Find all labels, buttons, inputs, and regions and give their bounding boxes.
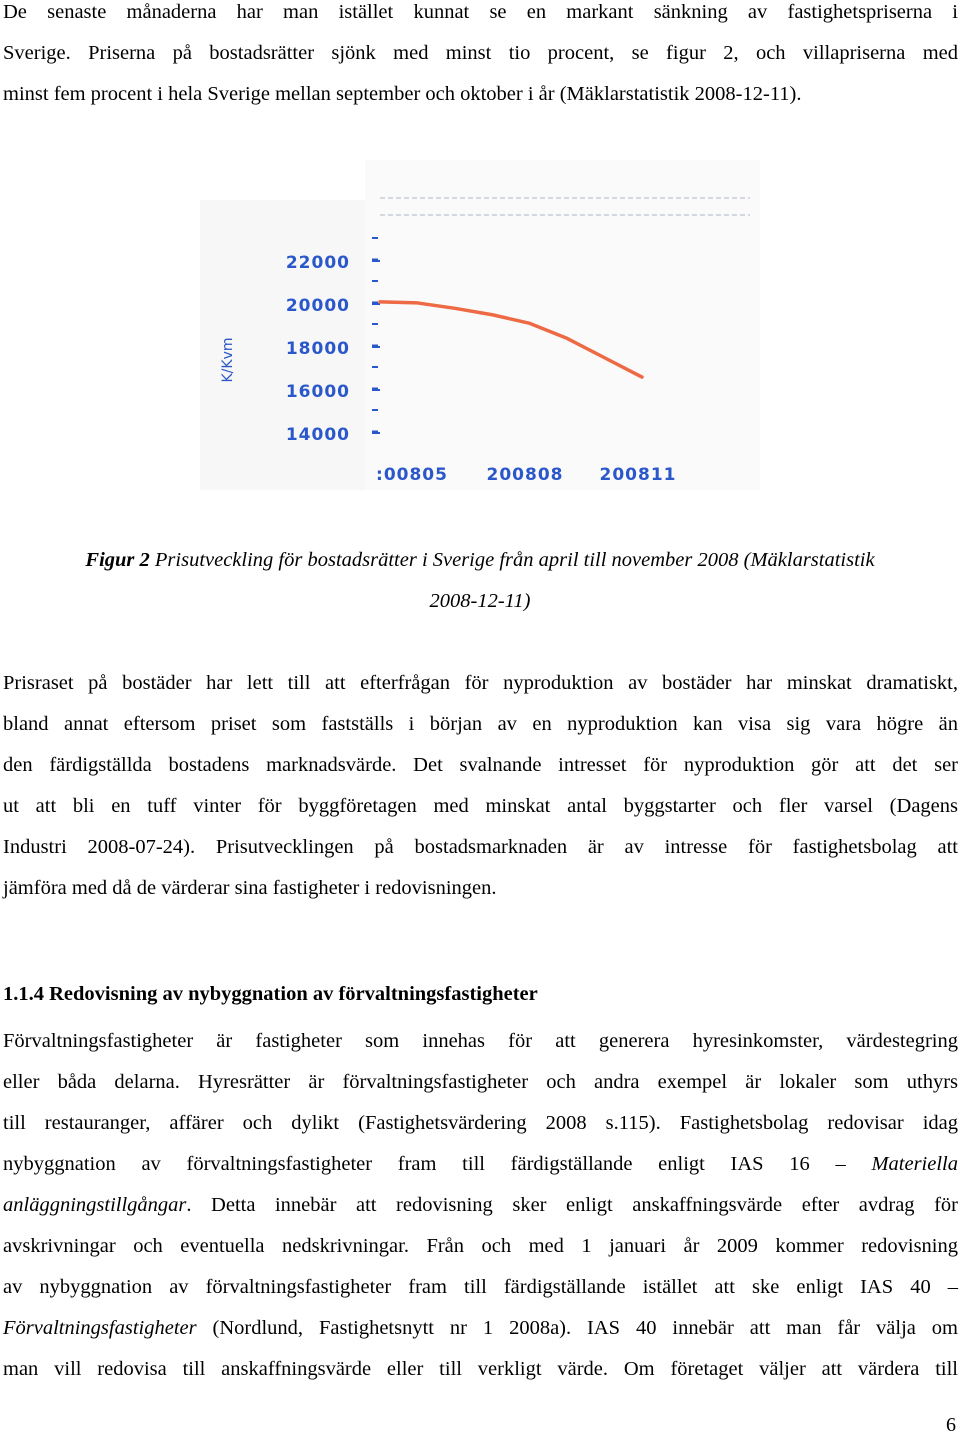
italic-term: Materiella (871, 1153, 958, 1175)
paragraph-line: Prisraset på bostäder har lett till att efterfrågan för nyproduktion av bostäder har minskat dramatiskt, (3, 672, 958, 694)
figure-caption (0, 540, 960, 581)
figure-label: Figur 2 (85, 549, 150, 571)
paragraph-line: bland annat eftersom priset som fastställs i början av en nyproduktion kan visa sig vara högre än (3, 713, 958, 735)
section-heading: 1.1.4 Redovisning av nybyggnation av förvaltningsfastigheter (3, 983, 538, 1005)
chart-x-tick-label: :00805 (376, 465, 448, 485)
paragraph-ias (3, 1021, 958, 1390)
paragraph-intro (3, 0, 958, 115)
chart-y-tick-label: 18000 (285, 339, 350, 359)
page-number: 6 (946, 1414, 956, 1436)
text-run: nybyggnation av förvaltningsfastigheter fram till färdigställande enligt IAS 16 – (3, 1153, 872, 1175)
figure-caption-text: Prisutveckling för bostadsrätter i Sverige från april till november 2008 (Mäklarstatistik (154, 549, 875, 571)
paragraph-line: De senaste månaderna har man istället kunnat se en markant sänkning av fastighetspriserna i (3, 1, 958, 23)
chart-y-tick-label: 14000 (285, 425, 350, 445)
chart-y-axis-label: K/Kvm (220, 337, 236, 383)
paragraph-line: eller båda delarna. Hyresrätter är förvaltningsfastigheter och andra exempel är lokaler som uthyrs (3, 1071, 958, 1093)
paragraph-line: av nybyggnation av förvaltningsfastigheter fram till färdigställande istället att ske enligt IAS 40 – (3, 1276, 958, 1298)
paragraph-line: man vill redovisa till anskaffningsvärde eller till verkligt värde. Om företaget väljer att värdera till (3, 1358, 958, 1380)
paragraph-line: ut att bli en tuff vinter för byggföretagen med minskat antal byggstarter och fler varsel (Dagens (3, 795, 958, 817)
italic-term: Förvaltningsfastigheter (3, 1317, 197, 1339)
figure-caption-text: 2008-12-11) (429, 590, 531, 612)
paragraph-line: avskrivningar och eventuella nedskrivningar. Från och med 1 januari år 2009 kommer redovisning (3, 1235, 958, 1257)
chart-plot-panel (365, 160, 760, 490)
paragraph-line: Förvaltningsfastigheter är fastigheter som innehas för att generera hyresinkomster, värdestegring (3, 1030, 958, 1052)
paragraph-line (3, 1185, 958, 1226)
paragraph-line: till restauranger, affärer och dylikt (Fastighetsvärdering 2008 s.115). Fastighetsbolag redovisar idag (3, 1112, 958, 1134)
italic-term: anläggningstillgångar (3, 1194, 187, 1216)
text-run: . Detta innebär att redovisning sker enligt anskaffningsvärde efter avdrag för (186, 1194, 958, 1216)
price-chart-svg (200, 160, 760, 500)
text-run: (Nordlund, Fastighetsnytt nr 1 2008a). IAS 40 innebär att man får välja om (196, 1317, 958, 1339)
paragraph-market (3, 663, 958, 909)
chart-y-tick-label: 22000 (285, 253, 350, 273)
chart-x-tick-label: 200811 (599, 465, 677, 485)
figure-caption-line-2 (0, 581, 960, 622)
paragraph-line: Industri 2008-07-24). Prisutvecklingen på bostadsmarknaden är av intresse för fastighetsbolag att (3, 836, 958, 858)
paragraph-line (3, 1308, 958, 1349)
paragraph-line: Sverige. Priserna på bostadsrätter sjönk med minst tio procent, se figur 2, och villapriserna med (3, 42, 958, 64)
chart-x-tick-label: 200808 (486, 465, 564, 485)
paragraph-line (3, 1144, 958, 1185)
paragraph-line: jämföra med då de värderar sina fastigheter i redovisningen. (3, 877, 497, 899)
chart-y-tick-label: 16000 (285, 382, 350, 402)
price-chart (200, 160, 760, 500)
paragraph-line: minst fem procent i hela Sverige mellan september och oktober i år (Mäklarstatistik 2008-12-11). (3, 83, 802, 105)
chart-y-tick-label: 20000 (285, 296, 350, 316)
paragraph-line: den färdigställda bostadens marknadsvärde. Det svalnande intresset för nyproduktion gör att det ser (3, 754, 958, 776)
